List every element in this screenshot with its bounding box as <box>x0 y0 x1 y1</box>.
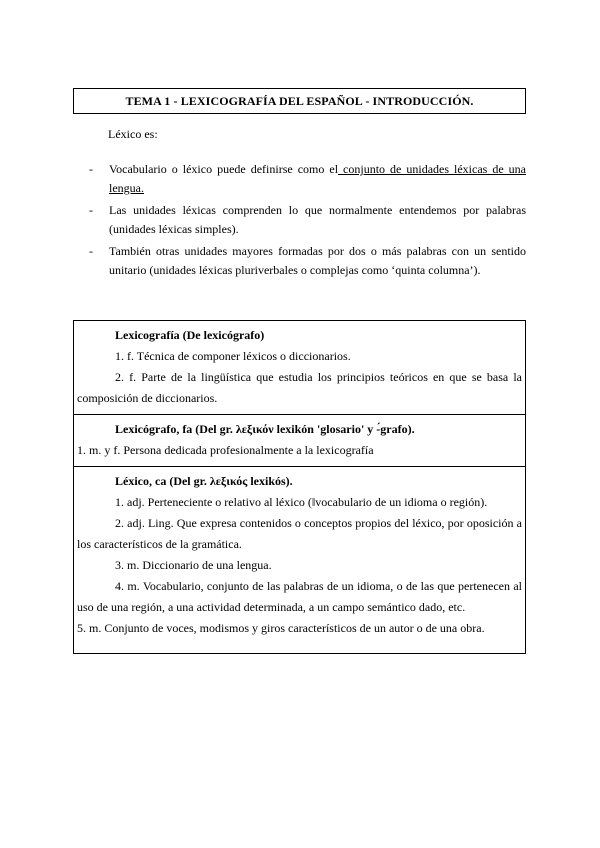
entry-definition: 5. m. Conjunto de voces, modismos y giros característicos de un autor o de una obra. <box>77 621 485 635</box>
dictionary-table <box>73 320 526 654</box>
dictionary-entry-lexico <box>74 467 525 653</box>
entry-definition: 1. adj. Perteneciente o relativo al léxico (‖vocabulario de un idioma o región). <box>115 495 488 509</box>
bullet-dash: - <box>89 162 93 176</box>
entry-definition: 2. f. Parte de la lingüística que estudia los principios teóricos en que se basa la composición de diccionarios. <box>77 370 522 405</box>
bullet-item <box>89 160 526 198</box>
dictionary-entry-lexicografo <box>74 415 525 467</box>
bullet-text: Vocabulario o léxico puede definirse como el conjunto de unidades léxicas de una lengua. <box>109 162 526 195</box>
underlined-phrase: conjunto de unidades léxicas de una lengua. <box>109 162 526 195</box>
entry-definition: 3. m. Diccionario de una lengua. <box>115 558 272 572</box>
intro-text: Léxico es: <box>108 127 158 141</box>
entry-headword: Lexicografía (De lexicógrafo) <box>115 328 265 342</box>
bullet-text: Las unidades léxicas comprenden lo que normalmente entendemos por palabras (unidades léxicas simples). <box>109 203 526 236</box>
entry-definition: 2. adj. Ling. Que expresa contenidos o conceptos propios del léxico, por oposición a los característicos de la gramática. <box>77 516 522 551</box>
page-title: TEMA 1 - LEXICOGRAFÍA DEL ESPAÑOL - INTRODUCCIÓN. <box>73 88 526 114</box>
bullet-list <box>89 160 526 283</box>
entry-definition: 1. m. y f. Persona dedicada profesionalmente a la lexicografía <box>77 443 374 457</box>
entry-definition: 4. m. Vocabulario, conjunto de las palabras de un idioma, o de las que pertenecen al uso de una región, a una actividad determinada, a un campo semántico dado, etc. <box>77 579 522 614</box>
bullet-item <box>89 242 526 280</box>
bullet-item <box>89 201 526 239</box>
dictionary-entry-lexicografia <box>74 321 525 415</box>
entry-headword: Léxico, ca (Del gr. λεξικός lexikós). <box>115 474 293 488</box>
bullet-dash: - <box>89 244 93 258</box>
bullet-dash: - <box>89 203 93 217</box>
entry-definition: 1. f. Técnica de componer léxicos o diccionarios. <box>115 349 351 363</box>
bullet-text: También otras unidades mayores formadas por dos o más palabras con un sentido unitario (unidades léxicas pluriverbales o complejas como ‘quinta columna’). <box>109 244 526 277</box>
entry-headword: Lexicógrafo, fa (Del gr. λεξικόν lexikón 'glosario' y -́grafo). <box>115 422 415 436</box>
